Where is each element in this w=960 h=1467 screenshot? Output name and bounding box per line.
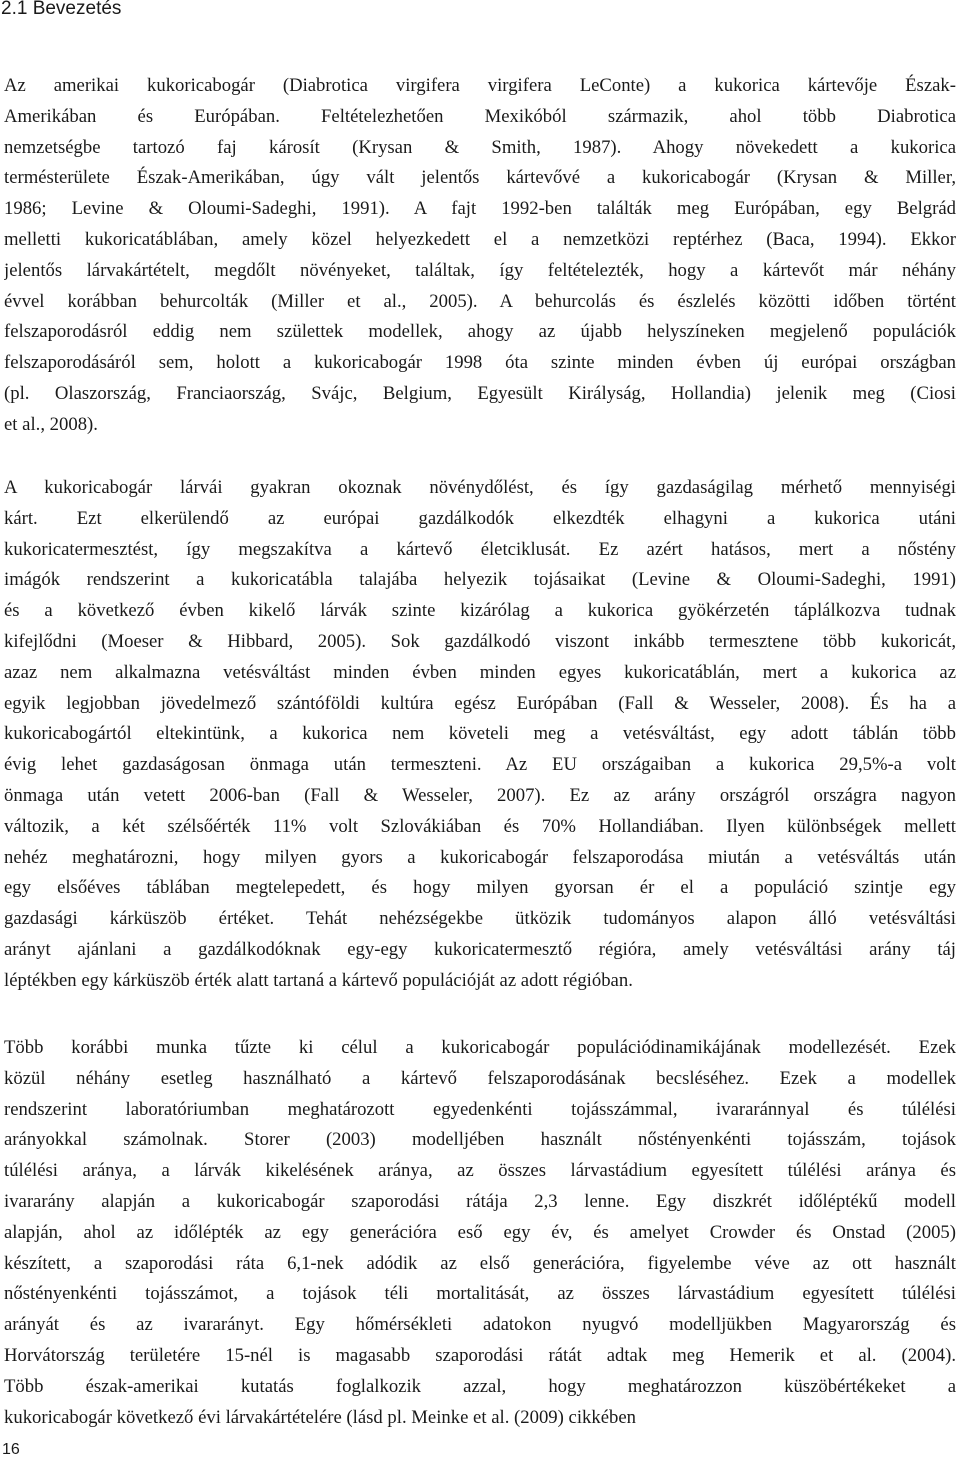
paragraph-models: [4, 1033, 956, 1433]
text-line: évvel korábban behurcolták (Miller et al., 2005). A behurcolás és észlelés közötti időben történt: [4, 290, 956, 312]
text-line: alapján, ahol az időlépték az egy generációra eső egy év, és amelyet Crowder és Onstad (2005): [4, 1221, 956, 1243]
text-line: egyik legjobban jövedelmező szántóföldi kultúra egész Európában (Fall & Wesseler, 2008). És ha a: [4, 692, 956, 714]
text-line: et al., 2008).: [4, 413, 98, 435]
paragraph-intro: [4, 71, 956, 441]
text-line: rendszerint laboratóriumban meghatározott egyedenkénti tojásszámmal, ivararánnyal és túlélési: [4, 1098, 956, 1120]
text-line: (pl. Olaszország, Franciaország, Svájc, Belgium, Egyesült Királyság, Hollandia) jelenik meg (Ciosi: [4, 382, 956, 404]
text-line: Amerikában és Európában. Feltételezhetően Mexikóból származik, ahol több Diabrotica: [4, 105, 956, 127]
text-line: arányát és az ivararányt. Egy hőmérsékleti adatokon nyugvó modelljükben Magyarország és: [4, 1314, 956, 1336]
paragraph-crop-rotation: [4, 473, 956, 997]
text-line: 1986; Levine & Oloumi-Sadeghi, 1991). A fajt 1992-ben találták meg Európában, egy Belgrád: [4, 198, 956, 220]
text-line: imágók rendszerint a kukoricatábla talajába helyezik tojásaikat (Levine & Oloumi-Sadeghi, 1991): [4, 569, 956, 591]
text-line: melletti kukoricatáblában, amely közel helyezkedett el a nemzetközi reptérhez (Baca, 1994). Ekkor: [4, 228, 956, 250]
text-line: Több észak-amerikai kutatás foglalkozik azzal, hogy meghatározzon küszöbértékeket a: [4, 1375, 956, 1397]
text-line: kárt. Ezt elkerülendő az európai gazdálkodók elkezdték elhagyni a kukorica utáni: [4, 507, 956, 529]
text-line: közül néhány esetleg használható a kártevő felszaporodásának becsléséhez. Ezek a modellek: [4, 1067, 956, 1089]
text-line: azaz nem alkalmazna vetésváltást minden évben minden egyes kukoricatáblán, mert a kukorica az: [4, 661, 956, 683]
text-line: és a következő évben kikelő lárvák szinte kizárólag a kukorica gyökérzetén táplálkozva tudnak: [4, 600, 956, 622]
text-line: évig lehet gazdaságosan önmaga után termeszteni. Az EU országaiban a kukorica 29,5%-a volt: [4, 754, 956, 776]
text-line: kukoricabogártól eltekintünk, a kukorica nem követeli meg a vetésváltást, egy adott táblán több: [4, 723, 956, 745]
text-line: nőstényenkénti tojásszámot, a tojások téli mortalitását, az összes lárvastádium egyesített túlélési: [4, 1283, 956, 1305]
text-line: A kukoricabogár lárvái gyakran okoznak növénydőlést, és így gazdaságilag mérhető mennyiségi: [4, 477, 956, 498]
text-line: kukoricabogár következő évi lárvakártételére (lásd pl. Meinke et al. (2009) cikkében: [4, 1406, 636, 1428]
text-line: felszaporodásról eddig nem születtek modellek, ahogy az újabb helyszíneken megjelenő populációk: [4, 321, 956, 343]
text-line: Több korábbi munka tűzte ki célul a kukoricabogár populációdinamikájának modellezését. Ezek: [4, 1037, 956, 1058]
text-line: arányokkal számolnak. Storer (2003) modelljében használt nőstényenkénti tojásszám, tojások: [4, 1129, 956, 1151]
section-title: 2.1 Bevezetés: [1, 0, 122, 19]
text-line: önmaga után vetett 2006-ban (Fall & Wesseler, 2007). Ez az arány országról országra nagyon: [4, 784, 956, 806]
text-line: Horvátország területére 15-nél is magasabb szaporodási rátát adtak meg Hemerik et al. (2004).: [4, 1344, 956, 1366]
text-line: jelentős lárvakártételt, megdőlt növényeket, találtak, így feltételezték, hogy a kártevőt már néhány: [4, 259, 956, 281]
text-line: termésterülete Észak-Amerikában, úgy vált jelentős kártevővé a kukoricabogár (Krysan & Miller,: [4, 167, 956, 189]
page-number: 16: [2, 1441, 20, 1458]
text-line: nemzetségbe tartozó faj károsít (Krysan & Smith, 1987). Ahogy növekedett a kukorica: [4, 136, 956, 158]
text-line: Az amerikai kukoricabogár (Diabrotica virgifera virgifera LeConte) a kukorica kártevője Észak-: [4, 75, 956, 96]
text-line: felszaporodásáról sem, holott a kukoricabogár 1998 óta szinte minden évben új európai országban: [4, 352, 956, 374]
text-line: készített, a szaporodási ráta 6,1-nek adódik az első generációra, figyelembe véve az ott használt: [4, 1252, 956, 1274]
text-line: gazdasági kárküszöb értéket. Tehát nehézségekbe ütközik tudományos alapon álló vetésváltási: [4, 908, 956, 930]
text-line: változik, a két szélsőérték 11% volt Szlovákiában és 70% Hollandiában. Ilyen különbségek mellett: [4, 815, 956, 837]
text-line: túlélési aránya, a lárvák kikelésének aránya, az összes lárvastádium egyesített túlélési aránya és: [4, 1160, 956, 1182]
text-line: nehéz meghatározni, hogy milyen gyors a kukoricabogár felszaporodása miután a vetésváltás után: [4, 846, 956, 868]
text-line: kukoricatermesztést, így megszakítva a kártevő életciklusát. Ez azért hatásos, mert a nőstény: [4, 538, 956, 560]
text-line: léptékben egy kárküszöb érték alatt tartaná a kártevő populációját az adott régióban.: [4, 969, 633, 991]
text-line: kifejlődni (Moeser & Hibbard, 2005). Sok gazdálkodó viszont inkább termesztene több kukoricát,: [4, 630, 956, 652]
text-line: egy elsőéves táblában megtelepedett, és hogy milyen gyorsan ér el a populáció szintje egy: [4, 877, 956, 899]
text-line: arányt ajánlani a gazdálkodóknak egy-egy kukoricatermesztő régióra, amely vetésváltási arány táj: [4, 938, 956, 960]
text-line: ivararány alapján a kukoricabogár szaporodási rátája 2,3 lenne. Egy diszkrét időléptékű modell: [4, 1190, 956, 1212]
